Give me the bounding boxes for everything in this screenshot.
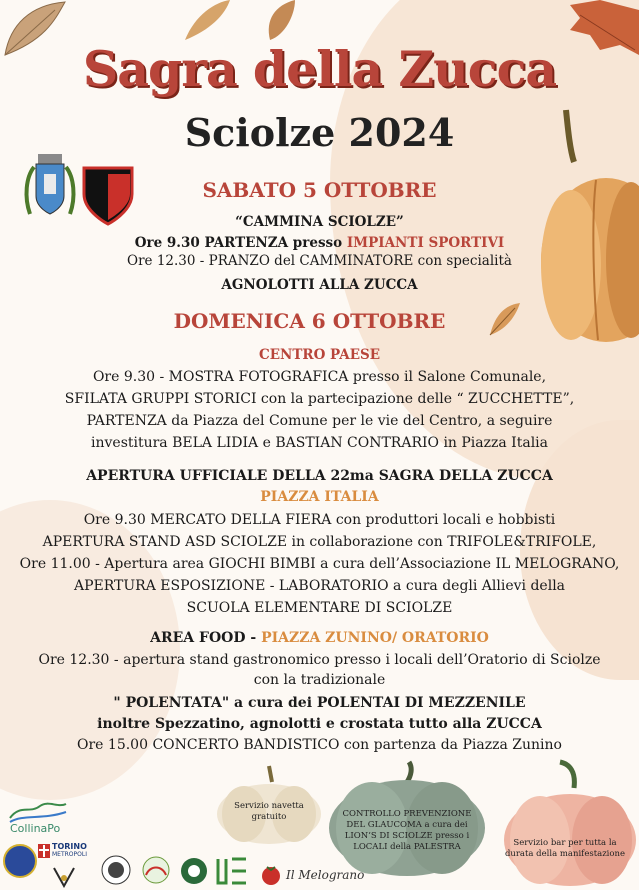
lions-club-logo-icon (3, 844, 37, 878)
area-food-label: AREA FOOD - (150, 630, 262, 646)
saturday-line-3: AGNOLOTTI ALLA ZUCCA (221, 277, 418, 293)
piazza-line: Ore 11.00 - Apertura area GIOCHI BIMBI a cura dell’Associazione IL MELOGRANO, (19, 556, 620, 572)
polentata-line: " POLENTATA" a cura dei POLENTAI DI MEZZENILE (113, 695, 526, 711)
piazza-italia-heading: PIAZZA ITALIA (260, 489, 379, 505)
navetta-caption: Servizio navetta gratuito (234, 801, 304, 822)
pomegranate-icon (258, 864, 284, 886)
centro-line: PARTENZA da Piazza del Comune per le vie del Centro, a seguire (86, 413, 553, 429)
metropoli-label: METROPOLI (52, 851, 87, 858)
saturday-heading: SABATO 5 OTTOBRE (202, 178, 437, 202)
saturday-line-1 (0, 235, 639, 252)
glaucoma-caption: CONTROLLO PREVENZIONE DEL GLAUCOMA a cura dei LION’S DI SCIOLZE presso i LOCALI della PALESTRA (342, 809, 472, 852)
torino-label: TORINO (52, 842, 87, 851)
centro-line: investitura BELA LIDIA e BASTIAN CONTRARIO in Piazza Italia (91, 435, 548, 451)
collinapo-label: CollinaPo (10, 822, 61, 835)
inoltre-line: inoltre Spezzatino, agnolotti e crostata tutto alla ZUCCA (97, 716, 542, 732)
centro-line: Ore 9.30 - MOSTRA FOTOGRAFICA presso il Salone Comunale, (92, 369, 547, 385)
asd-logo-icon (100, 848, 132, 886)
bar-caption: Servizio bar per tutta la durata della manifestazione (504, 838, 626, 859)
food-line: con la tradizionale (253, 672, 386, 688)
piazza-line: SCUOLA ELEMENTARE DI SCIOLZE (186, 600, 453, 616)
sunday-heading: DOMENICA 6 OTTOBRE (173, 309, 446, 333)
centro-line: SFILATA GRUPPI STORICI con la partecipazione delle “ ZUCCHETTE”, (64, 391, 575, 407)
association-logo-icon (140, 855, 172, 885)
area-food (0, 630, 639, 647)
collinapo-logo-icon (8, 798, 68, 824)
piazza-line: APERTURA STAND ASD SCIOLZE in collaborazione con TRIFOLE&TRIFOLE, (42, 534, 597, 550)
page-title: Sagra della Zucca (82, 40, 557, 98)
apertura-ufficiale: APERTURA UFFICIALE DELLA 22ma SAGRA DELLA ZUCCA (86, 468, 553, 484)
area-food-place: PIAZZA ZUNINO/ ORATORIO (261, 630, 489, 646)
concerto-line: Ore 15.00 CONCERTO BANDISTICO con partenza da Piazza Zunino (77, 737, 562, 753)
autumn-leaf-icon (485, 300, 525, 340)
food-line: Ore 12.30 - apertura stand gastronomico presso i locali dell’Oratorio di Sciolze (38, 652, 601, 668)
pink-pumpkin-icon (500, 758, 639, 888)
piazza-line: Ore 9.30 MERCATO DELLA FIERA con produttori locali e hobbisti (83, 512, 556, 528)
saturday-line-1-place: IMPIANTI SPORTIVI (346, 235, 505, 251)
school-logo-icon (216, 857, 252, 885)
saturday-event-name: “CAMMINA SCIOLZE” (235, 214, 404, 230)
saturday-line-1-text: Ore 9.30 PARTENZA presso (134, 235, 347, 251)
page-subtitle: Sciolze 2024 (184, 110, 455, 155)
piazza-line: APERTURA ESPOSIZIONE - LABORATORIO a cura degli Allievi della (73, 578, 566, 594)
torino-metropoli-logo (38, 842, 94, 864)
saturday-line-2: Ore 12.30 - PRANZO del CAMMINATORE con specialità (127, 253, 512, 269)
red-cross-icon (38, 844, 50, 858)
melograno-label: Il Melograno (286, 868, 365, 882)
sponsor-logo-icon (180, 857, 208, 885)
centro-heading: CENTRO PAESE (258, 347, 381, 363)
distretto-logo-icon (44, 866, 84, 888)
autumn-leaf-icon (175, 0, 305, 45)
